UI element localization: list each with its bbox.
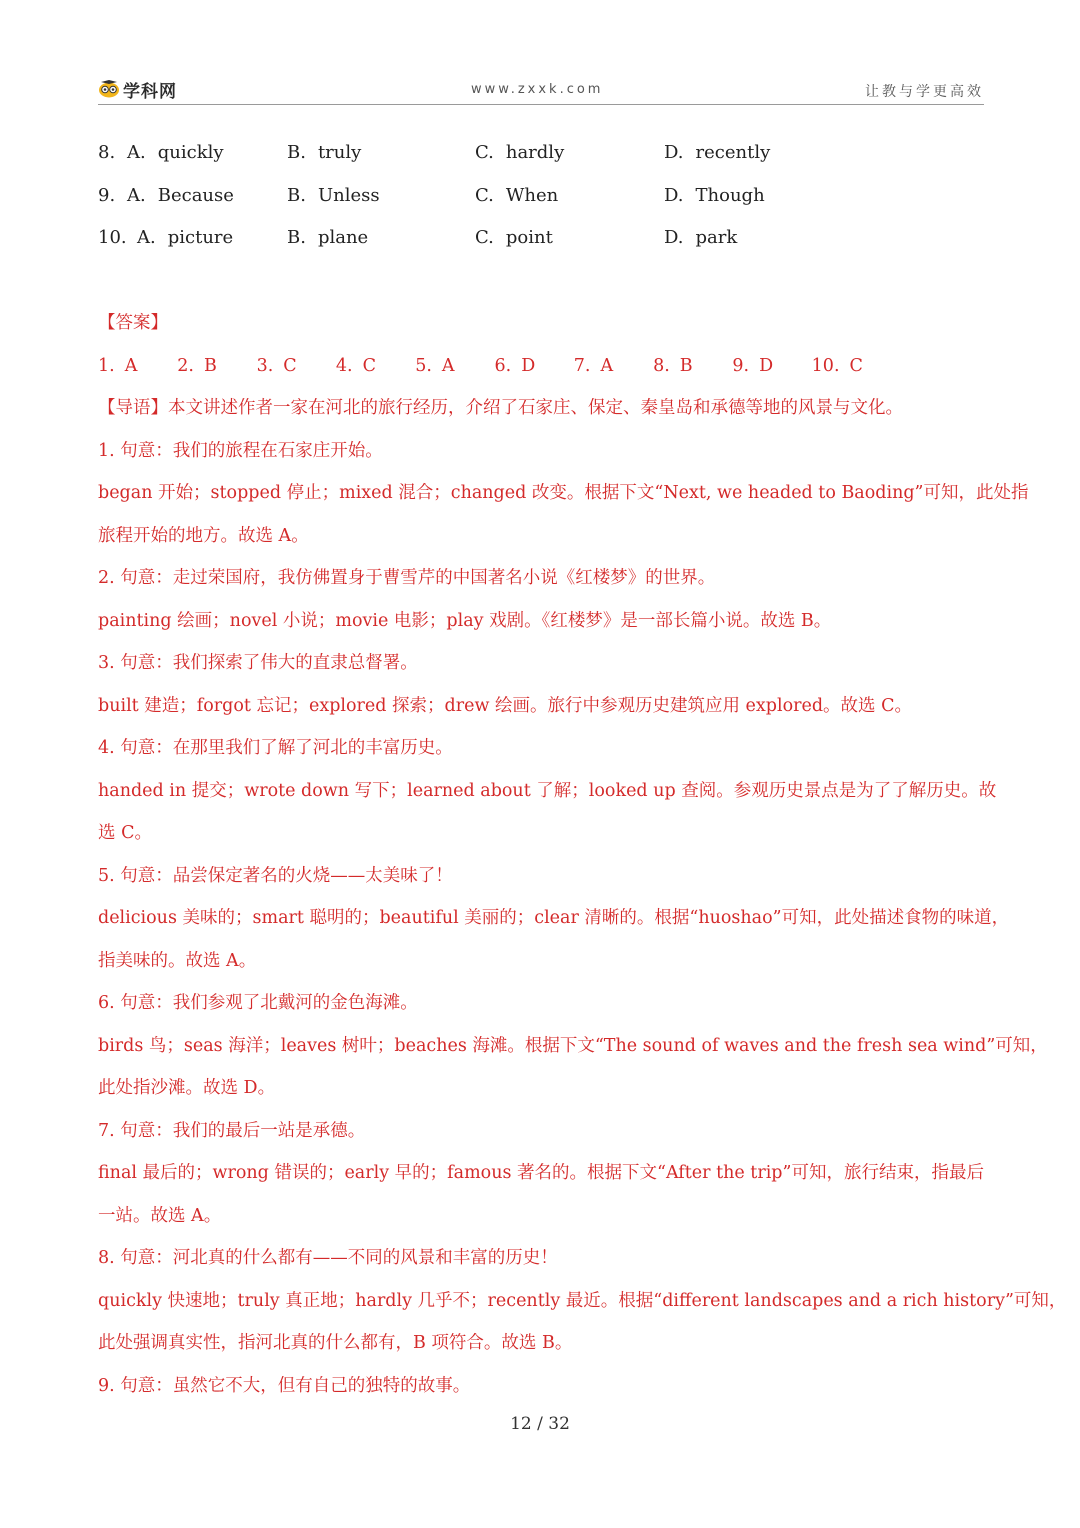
explanation-line: 4. 句意：在那里我们了解了河北的丰富历史。 [98,738,453,758]
site-url: www.zxxk.com [471,82,604,97]
question-number: 9. [98,184,116,206]
explanation-line: final 最后的；wrong 错误的；early 早的；famous 著名的。根据下文“After the trip”可知，旅行结束，指最后 [98,1163,984,1183]
explanation-line: 一站。故选 A。 [98,1205,222,1226]
answer-item: 7. A [573,355,614,376]
option-a: A. quickly [127,142,224,163]
option-a: A. picture [137,227,234,248]
option-b: B. truly [287,142,362,163]
option-d: D. recently [664,142,771,163]
option-a: A. Because [127,184,234,206]
answer-section [98,308,1067,1413]
answer-item: 6. D [494,355,536,376]
explanation-line: 1. 句意：我们的旅程在石家庄开始。 [98,440,383,461]
explanation-line: quickly 快速地；truly 真正地；hardly 几乎不；recently 最近。根据“different landscapes and a rich history”可知， [98,1290,1067,1311]
explanation-line: 此处强调真实性，指河北真的什么都有，B 项符合。故选 B。 [98,1333,573,1353]
explanation-line: handed in 提交；wrote down 写下；learned about 了解；looked up 查阅。参观历史景点是为了了解历史。故 [98,780,997,801]
answer-item: 9. D [732,355,774,376]
answer-item: 2. B [177,355,217,376]
explanation-line: began 开始；stopped 停止；mixed 混合；changed 改变。根据下文“Next, we headed to Baoding”可知，此处指 [98,483,1029,503]
option-c: C. hardly [475,142,565,163]
answer-item: 8. B [653,355,693,376]
answer-item: 4. C [335,355,376,376]
header-slogan: 让教与学更高效 [865,84,984,100]
explanation-line: 2. 句意：走过荣国府，我仿佛置身于曹雪芹的中国著名小说《红楼梦》的世界。 [98,568,716,588]
explanation-line: 6. 句意：我们参观了北戴河的金色海滩。 [98,993,418,1013]
owl-logo-icon [98,80,120,98]
answer-heading: 【答案】 [98,313,168,333]
option-b: B. plane [287,227,369,248]
answer-item: 10. C [811,355,863,376]
explanation-line: 8. 句意：河北真的什么都有——不同的风景和丰富的历史！ [98,1248,558,1268]
explanation-line: 指美味的。故选 A。 [98,950,257,971]
question-number: 8. [98,142,116,163]
logo [98,76,177,102]
answer-item: 1. A [98,355,138,376]
explanation-line: 3. 句意：我们探索了伟大的直隶总督署。 [98,653,418,673]
explanation-line: painting 绘画；novel 小说；movie 电影；play 戏剧。《红楼梦》是一部长篇小说。故选 B。 [98,610,832,631]
question-number: 10. [98,227,127,248]
explanation-line: 选 C。 [98,823,152,843]
explanation-line: 5. 句意：品尝保定著名的火烧——太美味了！ [98,865,453,886]
answer-key [98,351,986,394]
page-number: 12 / 32 [510,1414,570,1434]
intro-line: 【导语】本文讲述作者一家在河北的旅行经历，介绍了石家庄、保定、秦皇岛和承德等地的风景与文化。 [98,398,903,418]
explanation-line: 7. 句意：我们的最后一站是承德。 [98,1120,366,1141]
page-header [98,76,984,105]
option-d: D. park [664,227,738,248]
explanation-line: 9. 句意：虽然它不大，但有自己的独特的故事。 [98,1375,471,1396]
option-c: C. When [475,184,559,206]
explanation-line: delicious 美味的；smart 聪明的；beautiful 美丽的；clear 清晰的。根据“huoshao”可知，此处描述食物的味道， [98,908,1010,928]
option-c: C. point [475,227,553,248]
explanation-line: birds 鸟；seas 海洋；leaves 树叶；beaches 海滩。根据下文“The sound of waves and the fresh sea wind”可知， [98,1035,1048,1056]
logo-text: 学科网 [123,81,177,102]
explanation-line: built 建造；forgot 忘记；explored 探索；drew 绘画。旅行中参观历史建筑应用 explored。故选 C。 [98,695,912,716]
answer-item: 5. A [415,355,455,376]
explanation-line: 旅程开始的地方。故选 A。 [98,525,309,546]
explanation-line: 此处指沙滩。故选 D。 [98,1078,276,1098]
option-b: B. Unless [287,184,380,206]
answer-item: 3. C [256,355,297,376]
option-d: D. Though [664,184,765,206]
